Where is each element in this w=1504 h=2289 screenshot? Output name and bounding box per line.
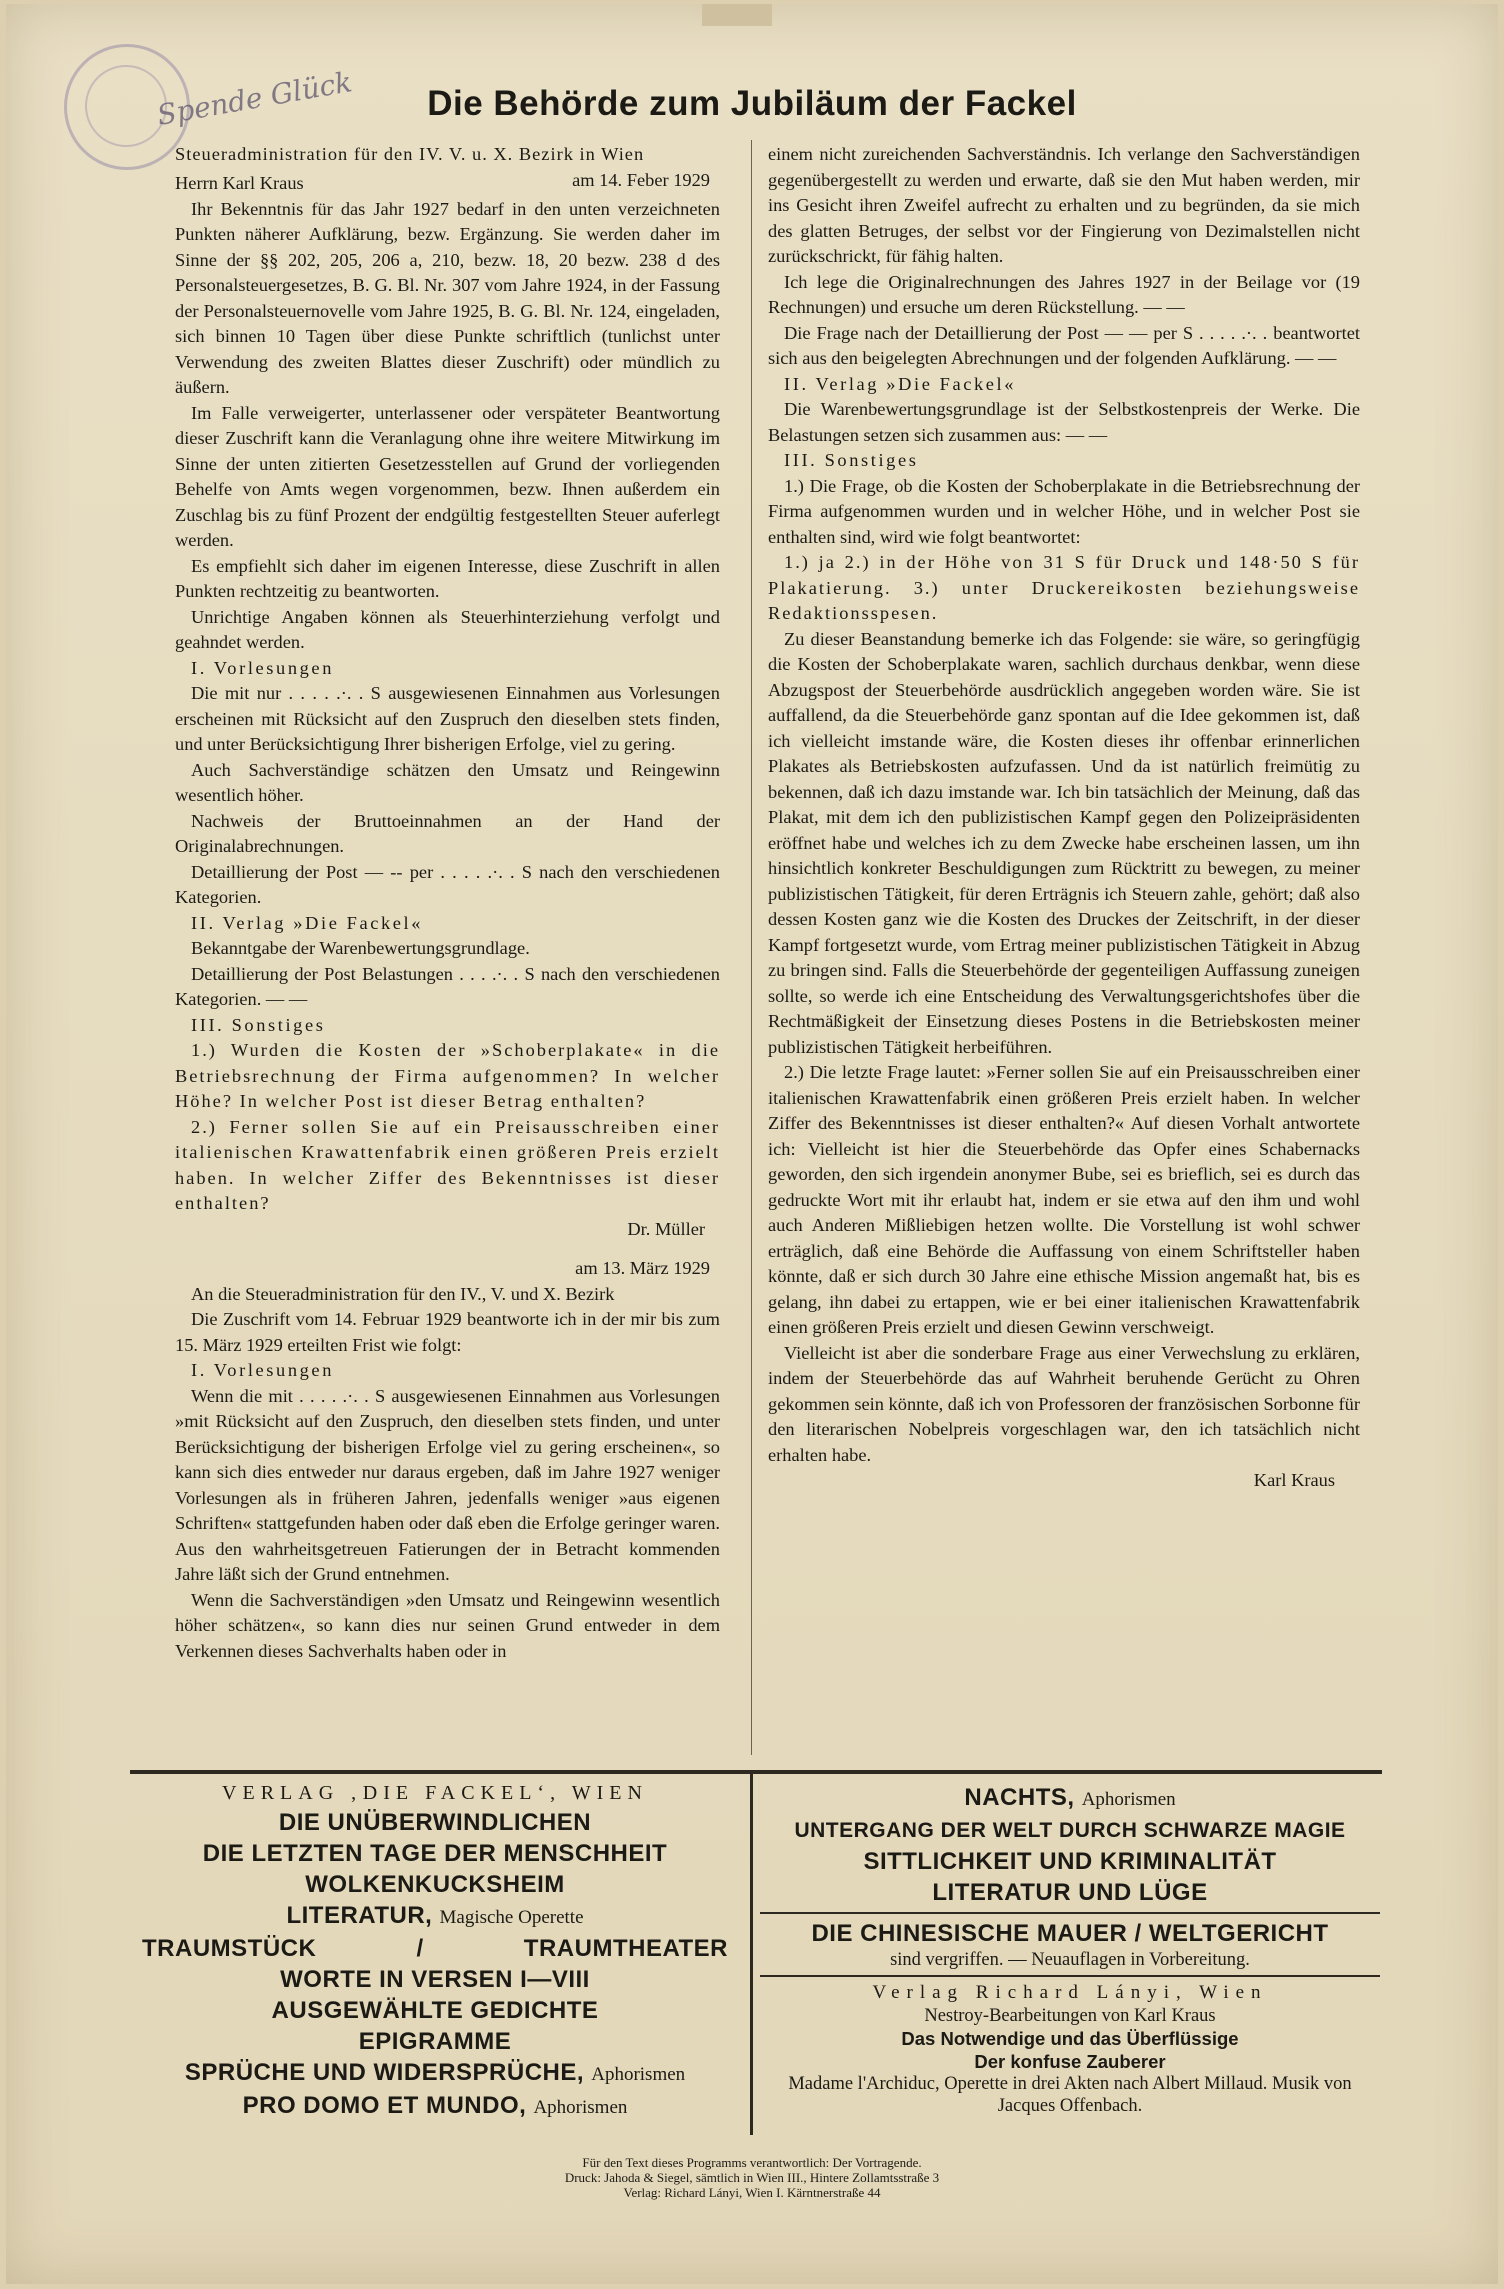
ad-title: SITTLICHKEIT UND KRIMINALITÄT	[863, 1848, 1277, 1875]
ad-title: PRO DOMO ET MUNDO,	[242, 2092, 527, 2119]
ad-title-row	[130, 2057, 740, 2090]
ad-note: Madame l'Archiduc, Operette in drei Akten nach Albert Millaud. Musik von Jacques Offenbach.	[788, 2074, 1352, 2116]
paragraph: Die Warenbewertungsgrundlage ist der Selbstkostenpreis der Werke. Die Belastungen setzen sich zusammen aus: — —	[768, 399, 1360, 445]
ad-title: NACHTS,	[964, 1784, 1075, 1811]
paragraph: 1.) ja 2.) in der Höhe von 31 S für Druck und 148·50 S für Plakatierung. 3.) unter Druckereikosten beziehungsweise Redaktionsspesen.	[768, 552, 1360, 623]
paragraph: Auch Sachverständige schätzen den Umsatz und Reingewinn wesentlich höher.	[175, 759, 720, 805]
ad-title: DIE LETZTEN TAGE DER MENSCHHEIT	[202, 1840, 668, 1867]
ad-title-row	[130, 1900, 740, 1933]
left-column	[175, 142, 720, 1664]
paragraph: 1.) Wurden die Kosten der »Schoberplakate« in die Betriebsrechnung der Firma aufgenommen? In welcher Höhe? In welcher Post ist dieser Betrag enthalten?	[175, 1040, 720, 1111]
ad-note: Nestroy-Bearbeitungen von Karl Kraus	[924, 2006, 1216, 2026]
right-column	[768, 142, 1360, 1494]
imprint-line: Druck: Jahoda & Siegel, sämtlich in Wien III., Hintere Zollamtsstraße 3	[564, 2170, 940, 2185]
ad-title: AUSGEWÄHLTE GEDICHTE	[271, 1997, 599, 2024]
paragraph: Wenn die mit . . . . .·. . S ausgewiesenen Einnahmen aus Vorlesungen »mit Rücksicht auf den Zuspruch, den dieselben stets finden, und unter Berücksichtigung der bisherigen Erfolge viel zu gering erscheinen«, so kann sich dies entweder nur daraus ergeben, daß im Jahre 1927 weniger Vorlesungen als in früheren Jahren, jedenfalls weniger »aus eigenen Schriften« stattgefunden haben oder daß eben die Erfolge geringer waren. Aus den wahrheitsgetreuen Fatierungen der in Betracht kommenden Jahre läßt sich der Grund entnehmen.	[175, 1385, 720, 1584]
section-heading: III. Sonstiges	[784, 450, 919, 470]
section-heading: I. Vorlesungen	[191, 657, 334, 678]
ad-title: Das Notwendige und das Überflüssige	[901, 2028, 1239, 2049]
ads-divider	[750, 1770, 753, 2135]
letterhead: Steueradministration für den IV. V. u. X. Bezirk in Wien	[175, 144, 645, 164]
ad-note: sind vergriffen. — Neuauflagen in Vorbereitung.	[890, 1950, 1250, 1970]
paragraph: Ihr Bekenntnis für das Jahr 1927 bedarf in den unten verzeichneten Punkten näherer Aufklärung, bezw. Ergänzung. Sie werden daher im Sinne der §§ 202, 205, 206 a, 210, bezw. 18, 20 bezw. 238 d des Personalsteuergesetzes, B. G. Bl. Nr. 307 vom Jahre 1924, in der Fassung der Personalsteuernovelle vom Jahre 1925, B. G. Bl. Nr. 124, eingeladen, sich binnen 10 Tagen über diese Punkte schriftlich (tunlichst unter Verwendung des zweiten Blattes dieser Zuschrift) oder mündlich zu äußern.	[175, 198, 720, 397]
ad-title: EPIGRAMME	[358, 2028, 512, 2055]
imprint-line: Verlag: Richard Lányi, Wien I. Kärntnerstraße 44	[623, 2185, 881, 2200]
paragraph: Die Zuschrift vom 14. Februar 1929 beantworte ich in der mir bis zum 15. März 1929 erteilten Frist wie folgt:	[175, 1309, 720, 1355]
handwritten-note: Spende Glück	[154, 65, 355, 132]
paragraph: einem nicht zureichenden Sachverständnis. Ich verlange den Sachverständigen gegenübergestellt zu werden und erwarte, daß sie den Mut haben werden, mir ins Gesicht ihren Zweifel aufrecht zu erhalten und zu begründen, da sie mich des glatten Betruges, der selbst vor der Fingierung von Dezimalstellen nicht zurückschrickt, für fähig halten.	[768, 144, 1360, 266]
ad-title: DIE UNÜBERWINDLICHEN	[278, 1809, 592, 1836]
ad-heading: Verlag Richard Lányi, Wien	[872, 1982, 1268, 2003]
ad-subtitle: Magische Operette	[439, 1907, 584, 1928]
ad-rule	[760, 1912, 1380, 1914]
ad-title: LITERATUR,	[286, 1902, 433, 1929]
section-heading: III. Sonstiges	[191, 1014, 326, 1035]
ad-title-row	[760, 1782, 1380, 1815]
ad-title: TRAUMTHEATER	[523, 1935, 728, 1962]
ads-top-rule	[130, 1770, 1382, 1774]
ad-title-row	[130, 1933, 740, 1964]
imprint-line: Für den Text dieses Programms verantwortlich: Der Vortragende.	[582, 2155, 922, 2170]
ad-title-row	[130, 2090, 740, 2123]
imprint	[0, 2155, 1504, 2200]
signature: Dr. Müller	[627, 1218, 705, 1239]
letter-date: am 13. März 1929	[575, 1258, 710, 1278]
ad-title: Der konfuse Zauberer	[974, 2051, 1166, 2072]
salutation: Herrn Karl Kraus	[175, 173, 304, 193]
paragraph: Vielleicht ist aber die sonderbare Frage aus einer Verwechslung zu erklären, indem der Steuerbehörde das auf Wahrheit beruhende Gerücht zu Ohren gekommen sein könnte, daß ich von Professoren der französischen Sorbonne für den literarischen Nobelpreis vorgeschlagen war, den ich tatsächlich nicht erhalten habe.	[768, 1342, 1360, 1465]
paragraph: 2.) Die letzte Frage lautet: »Ferner sollen Sie auf ein Preisausschreiben einer italienischen Krawattenfabrik einen größeren Preis erzielt haben. In welcher Ziffer des Bekenntnisses ist dieser enthalten?« Auf diesen Vorhalt antwortete ich: Vielleicht ist hier die Steuerbehörde das Opfer eines Schabernacks geworden, den sich irgendein anonymer Bube, sei es brieflich, sei es durch das gedruckte Wort mit ihr erlaubt hat, indem er sie etwa auf den ihm und wohl auch Anderen Mißliebigen hetzen wollte. Die Vorstellung ist wohl schwer erträglich, daß eine Behörde die Auffassung von einem Schriftsteller haben könnte, daß er sich durch 30 Jahre eine ethische Mission angemaßt hat, bis es gelang, ihn dabei zu ertappen, wie er bei einer italienischen Krawattenfabrik einen größeren Preis erzielt und diesen Gewinn verschweigt.	[768, 1062, 1360, 1337]
paragraph: Detaillierung der Post — -- per . . . . .·. . S nach den verschiedenen Kategorien.	[175, 861, 720, 907]
paragraph: Es empfiehlt sich daher im eigenen Interesse, diese Zuschrift in allen Punkten rechtzeitig zu beantworten.	[175, 555, 720, 601]
paragraph: Unrichtige Angaben können als Steuerhinterziehung verfolgt und geahndet werden.	[175, 606, 720, 652]
signature: Karl Kraus	[1253, 1470, 1335, 1490]
ad-rule	[760, 1975, 1380, 1977]
ad-title: DIE CHINESISCHE MAUER / WELTGERICHT	[811, 1920, 1329, 1947]
ad-subtitle: Aphorismen	[591, 2064, 686, 2085]
section-heading: II. Verlag »Die Fackel«	[784, 373, 1017, 394]
ad-title: UNTERGANG DER WELT DURCH SCHWARZE MAGIE	[794, 1819, 1346, 1842]
paragraph: Die mit nur . . . . .·. . S ausgewiesenen Einnahmen aus Vorlesungen erscheinen mit Rücksicht auf den Zuspruch den dieselben stets finden, und unter Berücksichtigung Ihrer bisherigen Erfolge, viel zu gering.	[175, 683, 720, 754]
paragraph: Zu dieser Beanstandung bemerke ich das Folgende: sie wäre, so geringfügig die Kosten der Schoberplakate waren, sachlich durchaus denkbar, wenn diese Abzugspost der Steuerbehörde ausdrücklich angegeben worden wäre. Sie ist auffallend, da die Steuerbehörde ganz spontan auf die Idee gekommen ist, daß ich vielleicht imstande wäre, die Kosten dieses ihr offenbar erinnerlichen Plakates als Betriebskosten aufzufassen. Und da ist natürlich freimütig zu bekennen, daß ich dazu imstande war. Ich bin tatsächlich der Meinung, daß das Plakat, mit dem ich den publizistischen Kampf gegen den Polizeipräsidenten eröffnet habe und welches ich zu dem Zwecke habe erscheinen lassen, um ihn hinsichtlich konkreter Beschuldigungen zum Rücktritt zu bewegen, zu meiner publizistischen Tätigkeit, für deren Erträgnis ich Steuern zahle, gehört; daß also dessen Kosten ganz wie die Kosten des Druckes der Zeitschrift, in der dieser Kampf fortgesetzt wurde, vom Ertrag meiner publizistischen Tätigkeit in Abzug zu bringen sind. Falls die Steuerbehörde der gegenteiligen Auffassung zuneigen sollte, so werde ich eine Entscheidung des Verwaltungsgerichtshofes über die Rechtmäßigkeit der Einsetzung dieses Postens in die Betriebskosten meiner publizistischen Tätigkeit herbeiführen.	[768, 628, 1360, 1057]
paragraph: Ich lege die Originalrechnungen des Jahres 1927 in der Beilage vor (19 Rechnungen) und ersuche um deren Rückstellung. — —	[768, 271, 1360, 317]
page-title: Die Behörde zum Jubiläum der Fackel	[427, 84, 1077, 123]
paragraph: Wenn die Sachverständigen »den Umsatz und Reingewinn wesentlich höher schätzen«, so kann dies nur seinen Grund entweder in dem Verkennen dieses Sachverhalts haben oder in	[175, 1589, 720, 1661]
ad-subtitle: Aphorismen	[1081, 1789, 1176, 1810]
ad-separator: /	[416, 1935, 424, 1962]
paragraph: Bekanntgabe der Warenbewertungsgrundlage.	[191, 938, 530, 958]
paragraph: Die Frage nach der Detaillierung der Post — — per S . . . . .·. . beantwortet sich aus den beigelegten Abrechnungen und der folgenden Aufklärung. — —	[768, 322, 1360, 368]
paragraph: An die Steueradministration für den IV., V. und X. Bezirk	[191, 1283, 615, 1304]
ad-title: WOLKENKUCKSHEIM	[305, 1871, 565, 1898]
ad-subtitle: Aphorismen	[533, 2097, 628, 2118]
paragraph: 2.) Ferner sollen Sie auf ein Preisausschreiben einer italienischen Krawattenfabrik einen größeren Preis erzielt haben. In welcher Ziffer des Bekenntnisses ist dieser enthalten?	[175, 1116, 720, 1213]
ad-title: LITERATUR UND LÜGE	[932, 1879, 1208, 1906]
torn-top-mark	[702, 4, 772, 26]
paragraph: Detaillierung der Post Belastungen . . . .·. . S nach den verschiedenen Kategorien. — —	[175, 963, 720, 1009]
ad-heading: VERLAG ‚DIE FACKEL‘, WIEN	[222, 1782, 648, 1804]
paragraph: 1.) Die Frage, ob die Kosten der Schoberplakate in die Betriebsrechnung der Firma aufgenommen wurden und in welcher Höhe, und in welcher Post sie enthalten sind, wird wie folgt beantwortet:	[768, 475, 1360, 547]
paragraph: Nachweis der Bruttoeinnahmen an der Hand der Originalabrechnungen.	[175, 810, 720, 856]
ad-title: TRAUMSTÜCK	[142, 1935, 317, 1962]
ad-title: WORTE IN VERSEN I—VIII	[280, 1966, 590, 1993]
paragraph: Im Falle verweigerter, unterlassener oder verspäteter Beantwortung dieser Zuschrift kann die Veranlagung ohne ihre weitere Mitwirkung im Sinne der unten zitierten Gesetzesstellen auf Grund der vorliegenden Behelfe von Amts wegen vorgenommen, bezw. Ihnen außerdem ein Zuschlag bis zu fünf Prozent der endgültig festgestellten Steuer auferlegt werden.	[175, 402, 720, 550]
letter-date: am 14. Feber 1929	[572, 169, 710, 190]
column-divider	[751, 140, 752, 1755]
section-heading: II. Verlag »Die Fackel«	[191, 912, 424, 933]
ad-other-works	[760, 1782, 1380, 2117]
ad-title: SPRÜCHE UND WIDERSPRÜCHE,	[184, 2059, 585, 2086]
ad-fackel-publisher	[130, 1782, 740, 2123]
section-heading: I. Vorlesungen	[191, 1360, 334, 1380]
